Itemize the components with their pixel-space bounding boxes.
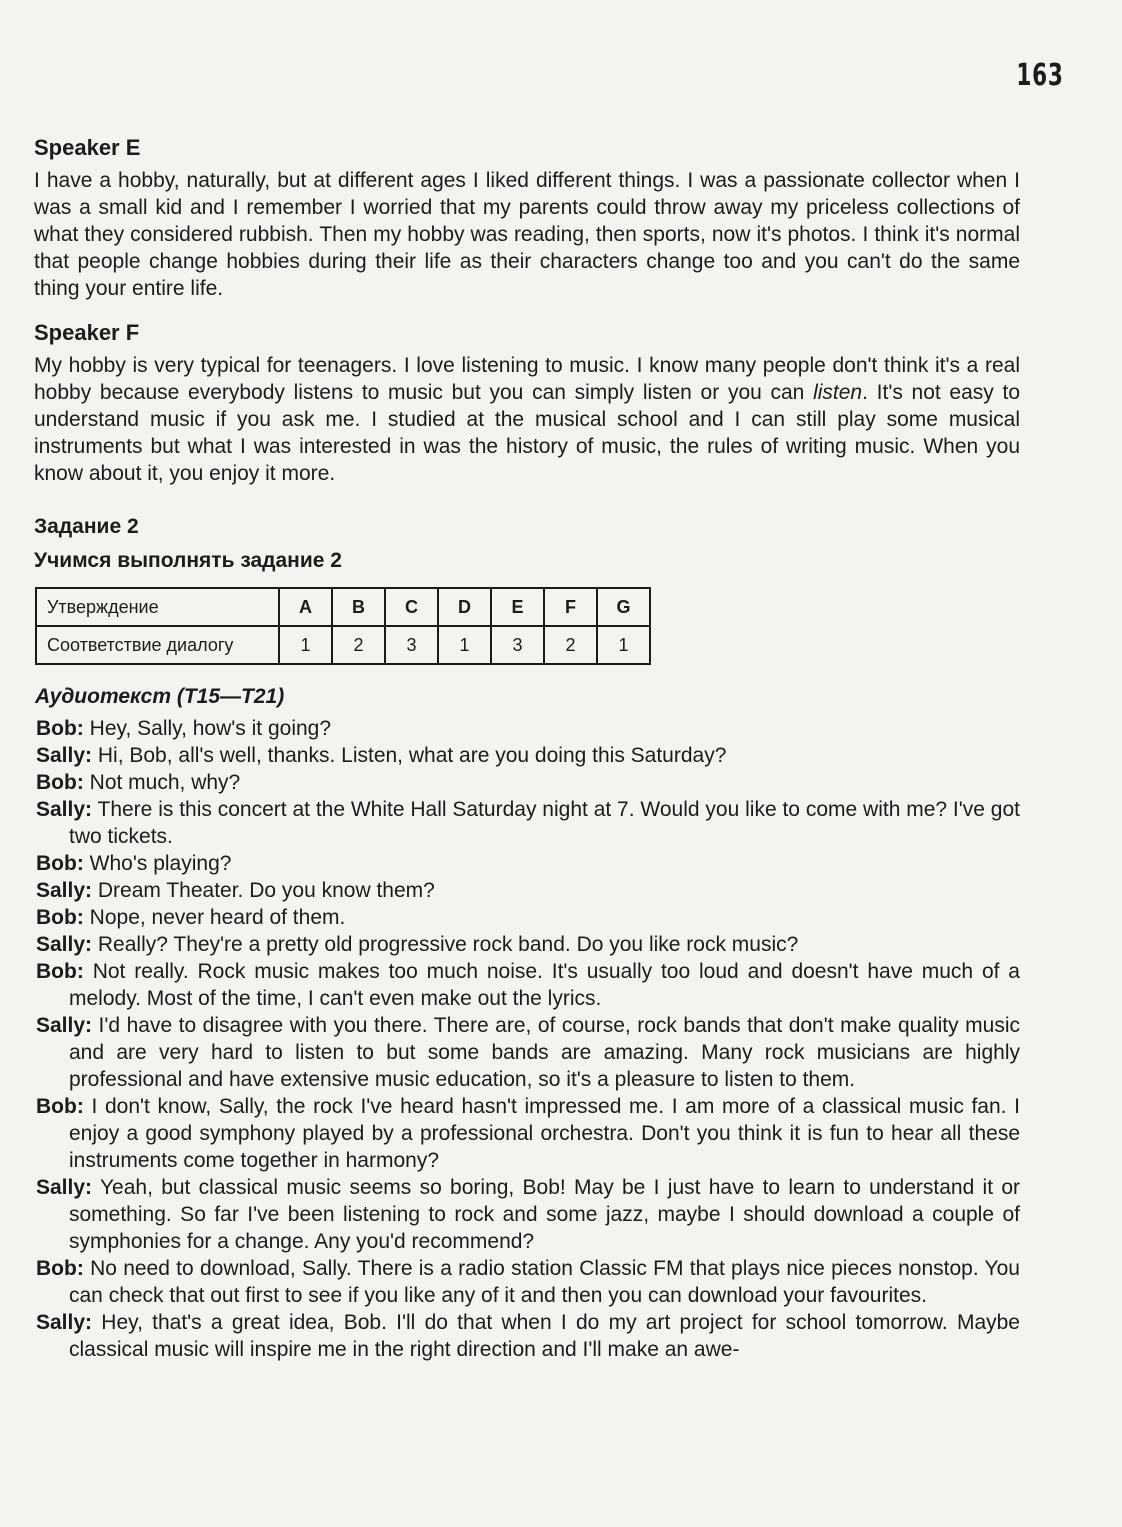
- answer-cell: 2: [544, 626, 597, 664]
- dialogue-line: [36, 850, 1020, 877]
- speaker-e-text: I have a hobby, naturally, but at different ages I liked different things. I was a passionate collector when I was a small kid and I remember I worried that my parents could throw away my priceless collections of what they considered rubbish. Then my hobby was reading, then sports, now it's photos. I think it's normal that people change hobbies during their life as their characters change too and you can't do the same thing your entire life.: [34, 169, 1020, 300]
- task-title: Задание 2: [34, 515, 139, 538]
- dialogue-speaker: Sally:: [36, 1176, 93, 1199]
- dialogue-text: Dream Theater. Do you know them?: [97, 879, 435, 902]
- dialogue-text: I'd have to disagree with you there. There are, of course, rock bands that don't make quality music and are very hard to listen to but some bands are amazing. Many rock musicians are highly professional and have extensive music education, so it's a pleasure to listen to them.: [69, 1014, 1020, 1091]
- dialogue-line: [36, 742, 1020, 769]
- letter-cell: D: [438, 588, 491, 626]
- dialogue-speaker: Bob:: [36, 960, 84, 983]
- audio-text-title: Аудиотекст (T15—T21): [35, 685, 285, 708]
- dialogue-line: [36, 1309, 1020, 1363]
- dialogue-line: [36, 796, 1020, 850]
- page-content: [34, 133, 1020, 1363]
- dialogue-speaker: Sally:: [36, 1311, 93, 1334]
- letter-cell: F: [544, 588, 597, 626]
- dialogue-text: Hey, that's a great idea, Bob. I'll do that when I do my art project for school tomorrow. Maybe classical music will inspire me in the right direction and I'll make an awe-: [69, 1311, 1020, 1361]
- dialogue-text: Hey, Sally, how's it going?: [89, 717, 332, 740]
- dialogue-speaker: Sally:: [36, 879, 93, 902]
- speaker-f-text-part1: My hobby is very typical for teenagers. I love listening to music. I know many people don't think it's a real hobby because everybody listens to music but you can simply listen or you can: [34, 354, 1020, 404]
- page-number: 163: [1016, 58, 1064, 93]
- dialogue-text: Yeah, but classical music seems so boring, Bob! May be I just have to learn to understand it or something. So far I've been listening to rock and some jazz, maybe I should download a couple of symphonies for a change. Any you'd recommend?: [69, 1176, 1020, 1253]
- dialogue-speaker: Sally:: [36, 744, 93, 767]
- answer-table-header-row: [36, 588, 650, 626]
- dialogue-speaker: Bob:: [36, 771, 84, 794]
- task-subtitle: Учимся выполнять задание 2: [34, 549, 342, 572]
- answer-cell: 3: [491, 626, 544, 664]
- dialogue-line: [36, 715, 1020, 742]
- dialogue-speaker: Bob:: [36, 1257, 84, 1280]
- dialogue-line: [36, 1093, 1020, 1174]
- dialogue-text: Who's playing?: [89, 852, 232, 875]
- dialogue-line: [36, 1174, 1020, 1255]
- dialogue: [34, 715, 1020, 1363]
- dialogue-line: [36, 1255, 1020, 1309]
- dialogue-text: No need to download, Sally. There is a radio station Classic FM that plays nice pieces nonstop. You can check that out first to see if you like any of it and then you can download your favourites.: [69, 1257, 1020, 1307]
- answer-cell: 3: [385, 626, 438, 664]
- dialogue-text: Hi, Bob, all's well, thanks. Listen, what are you doing this Saturday?: [97, 744, 727, 767]
- letter-cell: B: [332, 588, 385, 626]
- speaker-e-heading: Speaker E: [34, 135, 141, 160]
- dialogue-speaker: Bob:: [36, 717, 84, 740]
- dialogue-match-label: Соответствие диалогу: [36, 626, 279, 664]
- speaker-e-section: [34, 133, 1020, 302]
- letter-cell: E: [491, 588, 544, 626]
- answer-cell: 1: [438, 626, 491, 664]
- dialogue-text: Not really. Rock music makes too much noise. It's usually too loud and doesn't have much of a melody. Most of the time, I can't even make out the lyrics.: [69, 960, 1020, 1010]
- answer-table: [35, 587, 651, 665]
- answer-cell: 1: [597, 626, 650, 664]
- dialogue-line: [36, 904, 1020, 931]
- statement-label: Утверждение: [36, 588, 279, 626]
- dialogue-line: [36, 1012, 1020, 1093]
- letter-cell: A: [279, 588, 332, 626]
- speaker-f-heading: Speaker F: [34, 320, 140, 345]
- dialogue-text: Not much, why?: [89, 771, 241, 794]
- dialogue-speaker: Sally:: [36, 798, 93, 821]
- dialogue-text: There is this concert at the White Hall Saturday night at 7. Would you like to come with me? I've got two tickets.: [69, 798, 1020, 848]
- answer-table-answer-row: [36, 626, 650, 664]
- dialogue-text: Really? They're a pretty old progressive rock band. Do you like rock music?: [97, 933, 799, 956]
- speaker-f-text: [34, 352, 1020, 487]
- dialogue-line: [36, 931, 1020, 958]
- dialogue-speaker: Bob:: [36, 852, 84, 875]
- dialogue-line: [36, 958, 1020, 1012]
- letter-cell: C: [385, 588, 438, 626]
- dialogue-speaker: Bob:: [36, 906, 84, 929]
- answer-cell: 1: [279, 626, 332, 664]
- dialogue-text: I don't know, Sally, the rock I've heard hasn't impressed me. I am more of a classical music fan. I enjoy a good symphony played by a professional orchestra. Don't you think it is fun to hear all these instruments come together in harmony?: [69, 1095, 1020, 1172]
- dialogue-speaker: Bob:: [36, 1095, 84, 1118]
- answer-cell: 2: [332, 626, 385, 664]
- dialogue-speaker: Sally:: [36, 1014, 93, 1037]
- dialogue-speaker: Sally:: [36, 933, 93, 956]
- speaker-f-section: [34, 318, 1020, 487]
- letter-cell: G: [597, 588, 650, 626]
- dialogue-line: [36, 877, 1020, 904]
- dialogue-line: [36, 769, 1020, 796]
- dialogue-text: Nope, never heard of them.: [89, 906, 346, 929]
- speaker-f-text-part2: . It's not easy to understand music if you ask me. I studied at the musical school and I can still play some musical instruments but what I was interested in was the history of music, the rules of writing music. When you know about it, you enjoy it more.: [34, 381, 1021, 485]
- speaker-f-text-italic: listen: [813, 381, 863, 404]
